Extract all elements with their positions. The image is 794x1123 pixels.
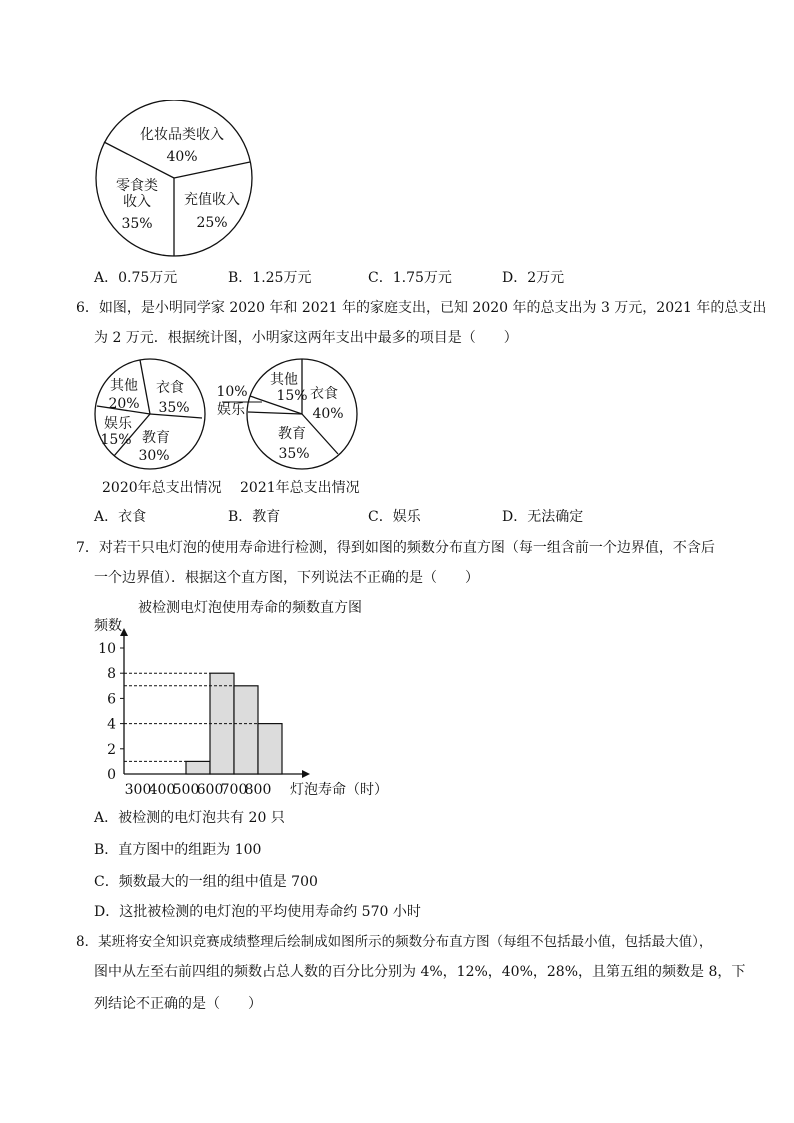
q5-option-b[interactable]: B．1.25万元	[228, 270, 312, 286]
histogram-y-label: 频数	[94, 618, 122, 634]
q7-stem-line1: 7．对若干只电灯泡的使用寿命进行检测，得到如图的频数分布直方图（每一组含前一个边界值，不含后	[76, 540, 715, 556]
pie-2020-value-food: 35%	[158, 400, 190, 416]
pie-2021-value-education: 35%	[278, 446, 310, 462]
pie-chart-2021	[214, 358, 360, 472]
q7-option-a[interactable]: A．被检测的电灯泡共有 20 只	[94, 810, 285, 826]
income-pie-chart	[90, 100, 260, 260]
pie-2021-value-other: 15%	[276, 388, 308, 404]
q7-option-d[interactable]: D．这批被检测的电灯泡的平均使用寿命约 570 小时	[94, 904, 421, 920]
histogram-bar	[258, 724, 282, 774]
histogram-bar	[234, 686, 258, 774]
pie-2020-label-entertainment: 娱乐	[104, 416, 132, 432]
q6-option-a[interactable]: A．衣食	[94, 509, 147, 525]
x-tick-label: 700	[220, 782, 248, 798]
pie-chart-2020	[92, 358, 210, 472]
pie-2021-value-entertainment: 10%	[216, 384, 248, 400]
histogram-x-label: 灯泡寿命（时）	[290, 782, 388, 798]
q6-option-b[interactable]: B．教育	[228, 509, 281, 525]
y-tick-label: 0	[107, 767, 116, 783]
y-tick-label: 4	[107, 716, 116, 733]
slice-label-snack-line2: 收入	[123, 194, 151, 210]
x-tick-label: 800	[244, 782, 272, 798]
q6-stem-line1: 6．如图，是小明同学家 2020 年和 2021 年的家庭支出，已知 2020 年的总支出为 3 万元，2021 年的总支出	[76, 300, 767, 316]
y-tick-label: 8	[107, 666, 116, 683]
pie-2020-value-other: 20%	[108, 396, 140, 412]
pie-2021-label-other: 其他	[270, 372, 298, 388]
slice-value-cosmetics: 40%	[166, 149, 198, 165]
pie-2021-value-food: 40%	[312, 406, 344, 422]
q5-option-c[interactable]: C．1.75万元	[368, 270, 452, 286]
pie-2020-caption: 2020年总支出情况	[102, 480, 222, 496]
pie-2021-label-food: 衣食	[310, 386, 338, 402]
pie-2020-value-entertainment: 15%	[100, 432, 132, 448]
pie-2021-caption: 2021年总支出情况	[240, 480, 360, 496]
y-tick-label: 6	[107, 691, 116, 708]
pie-2020-value-education: 30%	[138, 448, 170, 464]
q6-option-d[interactable]: D．无法确定	[502, 509, 584, 525]
slice-value-recharge: 25%	[196, 215, 228, 231]
pie-2020-label-food: 衣食	[156, 380, 184, 396]
q7-stem-line2: 一个边界值）．根据这个直方图，下列说法不正确的是（ ）	[94, 570, 479, 586]
pie-2021-divider	[248, 412, 302, 414]
q5-option-d[interactable]: D．2万元	[502, 270, 565, 286]
q8-stem-line2: 图中从左至右前四组的频数占总人数的百分比分别为 4%，12%，40%，28%，且第五组的频数是 8，下	[94, 964, 746, 980]
histogram-title: 被检测电灯泡使用寿命的频数直方图	[138, 600, 362, 616]
y-tick-label: 2	[107, 741, 116, 758]
pie-2020-label-other: 其他	[110, 378, 138, 394]
x-tick-label: 300	[124, 782, 152, 798]
x-tick-label: 600	[196, 782, 224, 798]
q5-option-a[interactable]: A．0.75万元	[94, 270, 178, 286]
income-pie-divider	[104, 142, 174, 178]
q6-stem-line2: 为 2 万元．根据统计图，小明家这两年支出中最多的项目是（ ）	[94, 330, 518, 346]
q7-option-b[interactable]: B．直方图中的组距为 100	[94, 842, 262, 858]
pie-2021-label-entertainment: 娱乐	[217, 402, 245, 418]
x-tick-label: 500	[172, 782, 200, 798]
pie-2020-label-education: 教育	[142, 430, 170, 446]
slice-label-snack-line1: 零食类	[116, 178, 158, 194]
pie-2020-divider	[140, 360, 150, 414]
x-axis-arrow	[302, 770, 310, 778]
pie-2021-label-education: 教育	[278, 426, 306, 442]
slice-label-cosmetics: 化妆品类收入	[140, 127, 224, 143]
lifespan-histogram	[88, 594, 408, 804]
q6-option-c[interactable]: C．娱乐	[368, 509, 421, 525]
q7-option-c[interactable]: C．频数最大的一组的组中值是 700	[94, 874, 318, 890]
q8-stem-line3: 列结论不正确的是（ ）	[94, 996, 262, 1012]
x-tick-label: 400	[148, 782, 176, 798]
histogram-bar	[186, 761, 210, 774]
slice-label-recharge: 充值收入	[184, 192, 240, 208]
slice-value-snack: 35%	[121, 216, 153, 232]
q8-stem-line1: 8．某班将安全知识竞赛成绩整理后绘制成如图所示的频数分布直方图（每组不包括最小值，包括最大值），	[76, 934, 713, 950]
y-tick-label: 10	[98, 641, 116, 657]
